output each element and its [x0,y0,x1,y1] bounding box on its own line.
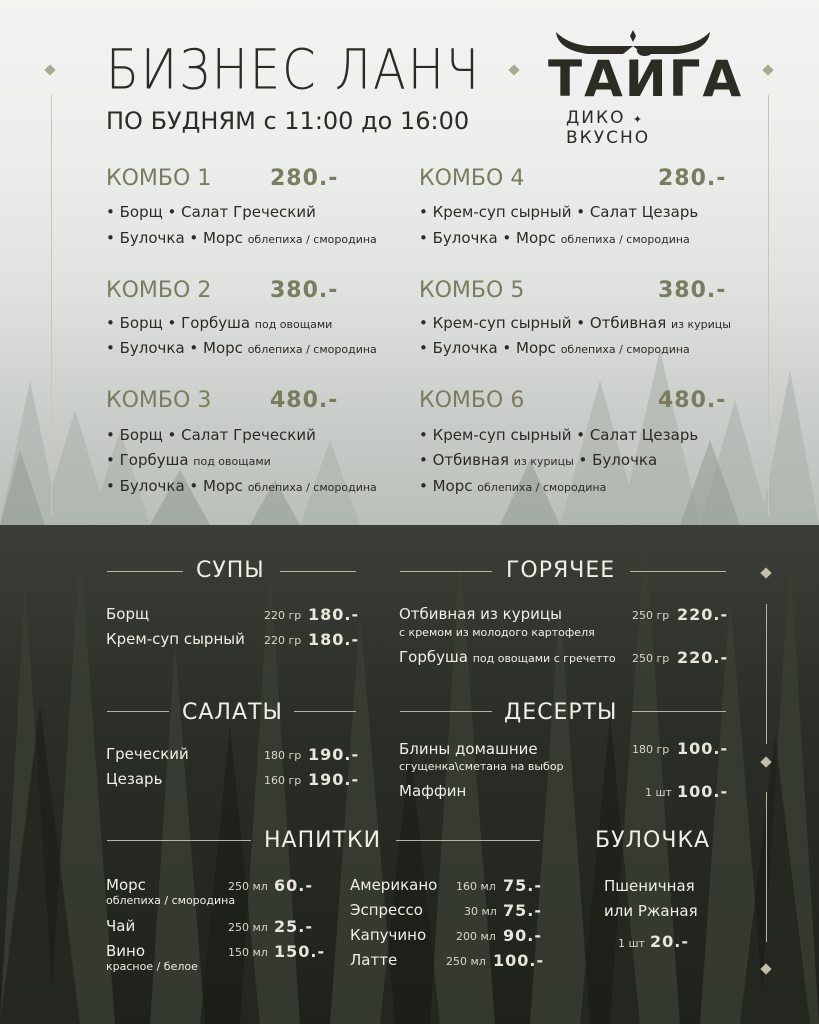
section-title-desserts: ДЕСЕРТЫ [504,700,618,725]
menu-item-price: 190.- [308,770,360,789]
menu-item-note: с кремом из молодого картофеля [399,626,595,639]
menu-item-weight: 200 мл [456,930,496,943]
divider-right-bottom [766,604,767,744]
menu-item-weight: 180 гр [632,743,670,756]
combo-title: КОМБО 1 [106,166,212,191]
section-title-soups: СУПЫ [196,558,265,583]
section-rule [630,571,726,572]
divider-left [51,95,52,515]
menu-item-note: красное / белое [106,960,198,973]
menu-item-weight: 160 мл [456,880,496,893]
section-rule [107,571,183,572]
combo-price: 280.- [270,166,339,191]
section-rule [294,711,356,712]
combo-line: • Горбуша под овощами [106,451,271,469]
logo-star-icon: ✦ [632,113,645,126]
menu-item-weight: 220 гр [264,609,302,622]
combo-title: КОМБО 5 [419,278,525,303]
page-subtitle: ПО БУДНЯМ с 11:00 до 16:00 [106,107,470,135]
menu-item-note: облепиха / смородина [106,894,236,907]
menu-item-weight: 250 мл [228,880,268,893]
logo [548,28,744,148]
menu-item-weight: 250 гр [632,652,670,665]
combo-line: • Отбивная из курицы • Булочка [419,451,658,469]
menu-item-price: 190.- [308,745,360,764]
menu-item-price: 60.- [274,876,313,895]
menu-item-weight: 1 шт [645,786,672,799]
combo-price: 380.- [270,278,339,303]
combo-line: • Булочка • Морс облепиха / смородина [106,339,377,357]
combo-line: • Крем-суп сырный • Салат Цезарь [419,426,699,444]
menu-item-weight: 250 мл [228,921,268,934]
menu-item-name: Маффин [399,782,467,800]
combo-line: • Морс облепиха / смородина [419,477,607,495]
combo-price: 380.- [658,278,727,303]
combo-line: • Булочка • Морс облепиха / смородина [106,229,377,247]
logo-name: ТАЙГА [548,50,744,108]
menu-item-weight: 250 гр [632,609,670,622]
combo-1 [106,166,211,191]
menu-item-price: 220.- [677,605,729,624]
menu-item-name: Латте [350,951,398,969]
menu-item-price: 220.- [677,648,729,667]
menu-item-name: Отбивная из курицы [399,605,562,623]
combo-title: КОМБО 2 [106,278,212,303]
combo-line: • Крем-суп сырный • Салат Цезарь [419,203,699,221]
section-rule [400,571,492,572]
logo-tag-right: ВКУСНО [566,128,651,148]
bun-option-wheat: Пшеничная [604,877,695,895]
section-title-bun: БУЛОЧКА [595,828,711,853]
menu-item-name: Чай [106,917,136,935]
menu-item-weight: 160 гр [264,774,302,787]
menu-item-price: 100.- [677,782,729,801]
menu-item-name: Борщ [106,605,150,623]
combo-line: • Борщ • Салат Греческий [106,426,316,444]
combo-line: • Булочка • Морс облепиха / смородина [106,477,377,495]
section-rule [107,711,169,712]
combo-title: КОМБО 3 [106,388,212,413]
menu-item-price: 90.- [503,926,542,945]
combo-title: КОМБО 4 [419,166,525,191]
menu-item-price: 100.- [677,739,729,758]
page-title: БИЗНЕС ЛАНЧ [106,38,481,103]
menu-item-price: 180.- [308,605,360,624]
combo-price: 280.- [658,166,727,191]
menu-item-price: 20.- [650,932,689,951]
bun-option-rye: или Ржаная [604,902,698,920]
logo-tag-left: ДИКО [566,108,626,128]
menu-item-note: сгущенка\сметана на выбор [399,760,564,773]
section-rule [396,840,540,841]
combo-line: • Булочка • Морс облепиха / смородина [419,229,690,247]
combo-price: 480.- [270,388,339,413]
menu-item-name: Вино [106,942,146,960]
combo-line: • Крем-суп сырный • Отбивная из курицы [419,314,731,332]
combo-title: КОМБО 6 [419,388,525,413]
menu-item-price: 75.- [503,901,542,920]
menu-item-name: Цезарь [106,770,163,788]
menu-item-weight: 180 гр [264,749,302,762]
section-rule [632,711,726,712]
menu-item-weight: 30 мл [464,905,497,918]
section-title-salads: САЛАТЫ [182,700,283,725]
menu-item-weight: 150 мл [228,946,268,959]
menu-item-name: Крем-суп сырный [106,630,245,648]
menu-item-price: 180.- [308,630,360,649]
section-rule [400,711,492,712]
combo-price: 480.- [658,388,727,413]
menu-item-name: Горбуша под овощами с гречетто [399,648,616,666]
section-rule [280,571,356,572]
menu-item-weight: 1 шт [618,937,645,950]
divider-right-bottom [766,792,767,942]
combo-line: • Борщ • Салат Греческий [106,203,316,221]
combo-line: • Борщ • Горбуша под овощами [106,314,333,332]
logo-tagline [566,108,718,148]
menu-item-price: 75.- [503,876,542,895]
divider-right [768,95,769,515]
menu-item-weight: 250 мл [446,955,486,968]
menu-item-price: 25.- [274,917,313,936]
menu-item-price: 150.- [274,942,326,961]
section-rule [107,840,251,841]
menu-item-price: 100.- [493,951,545,970]
menu-item-name: Греческий [106,745,189,763]
menu-item-name: Капучино [350,926,427,944]
menu-item-name: Эспрессо [350,901,423,919]
menu-item-name: Блины домашние [399,740,538,758]
combo-line: • Булочка • Морс облепиха / смородина [419,339,690,357]
section-title-hot: ГОРЯЧЕЕ [506,558,616,583]
menu-item-name: Американо [350,876,438,894]
menu-item-name: Морс [106,876,146,894]
section-title-drinks: НАПИТКИ [264,828,382,853]
menu-item-weight: 220 гр [264,634,302,647]
